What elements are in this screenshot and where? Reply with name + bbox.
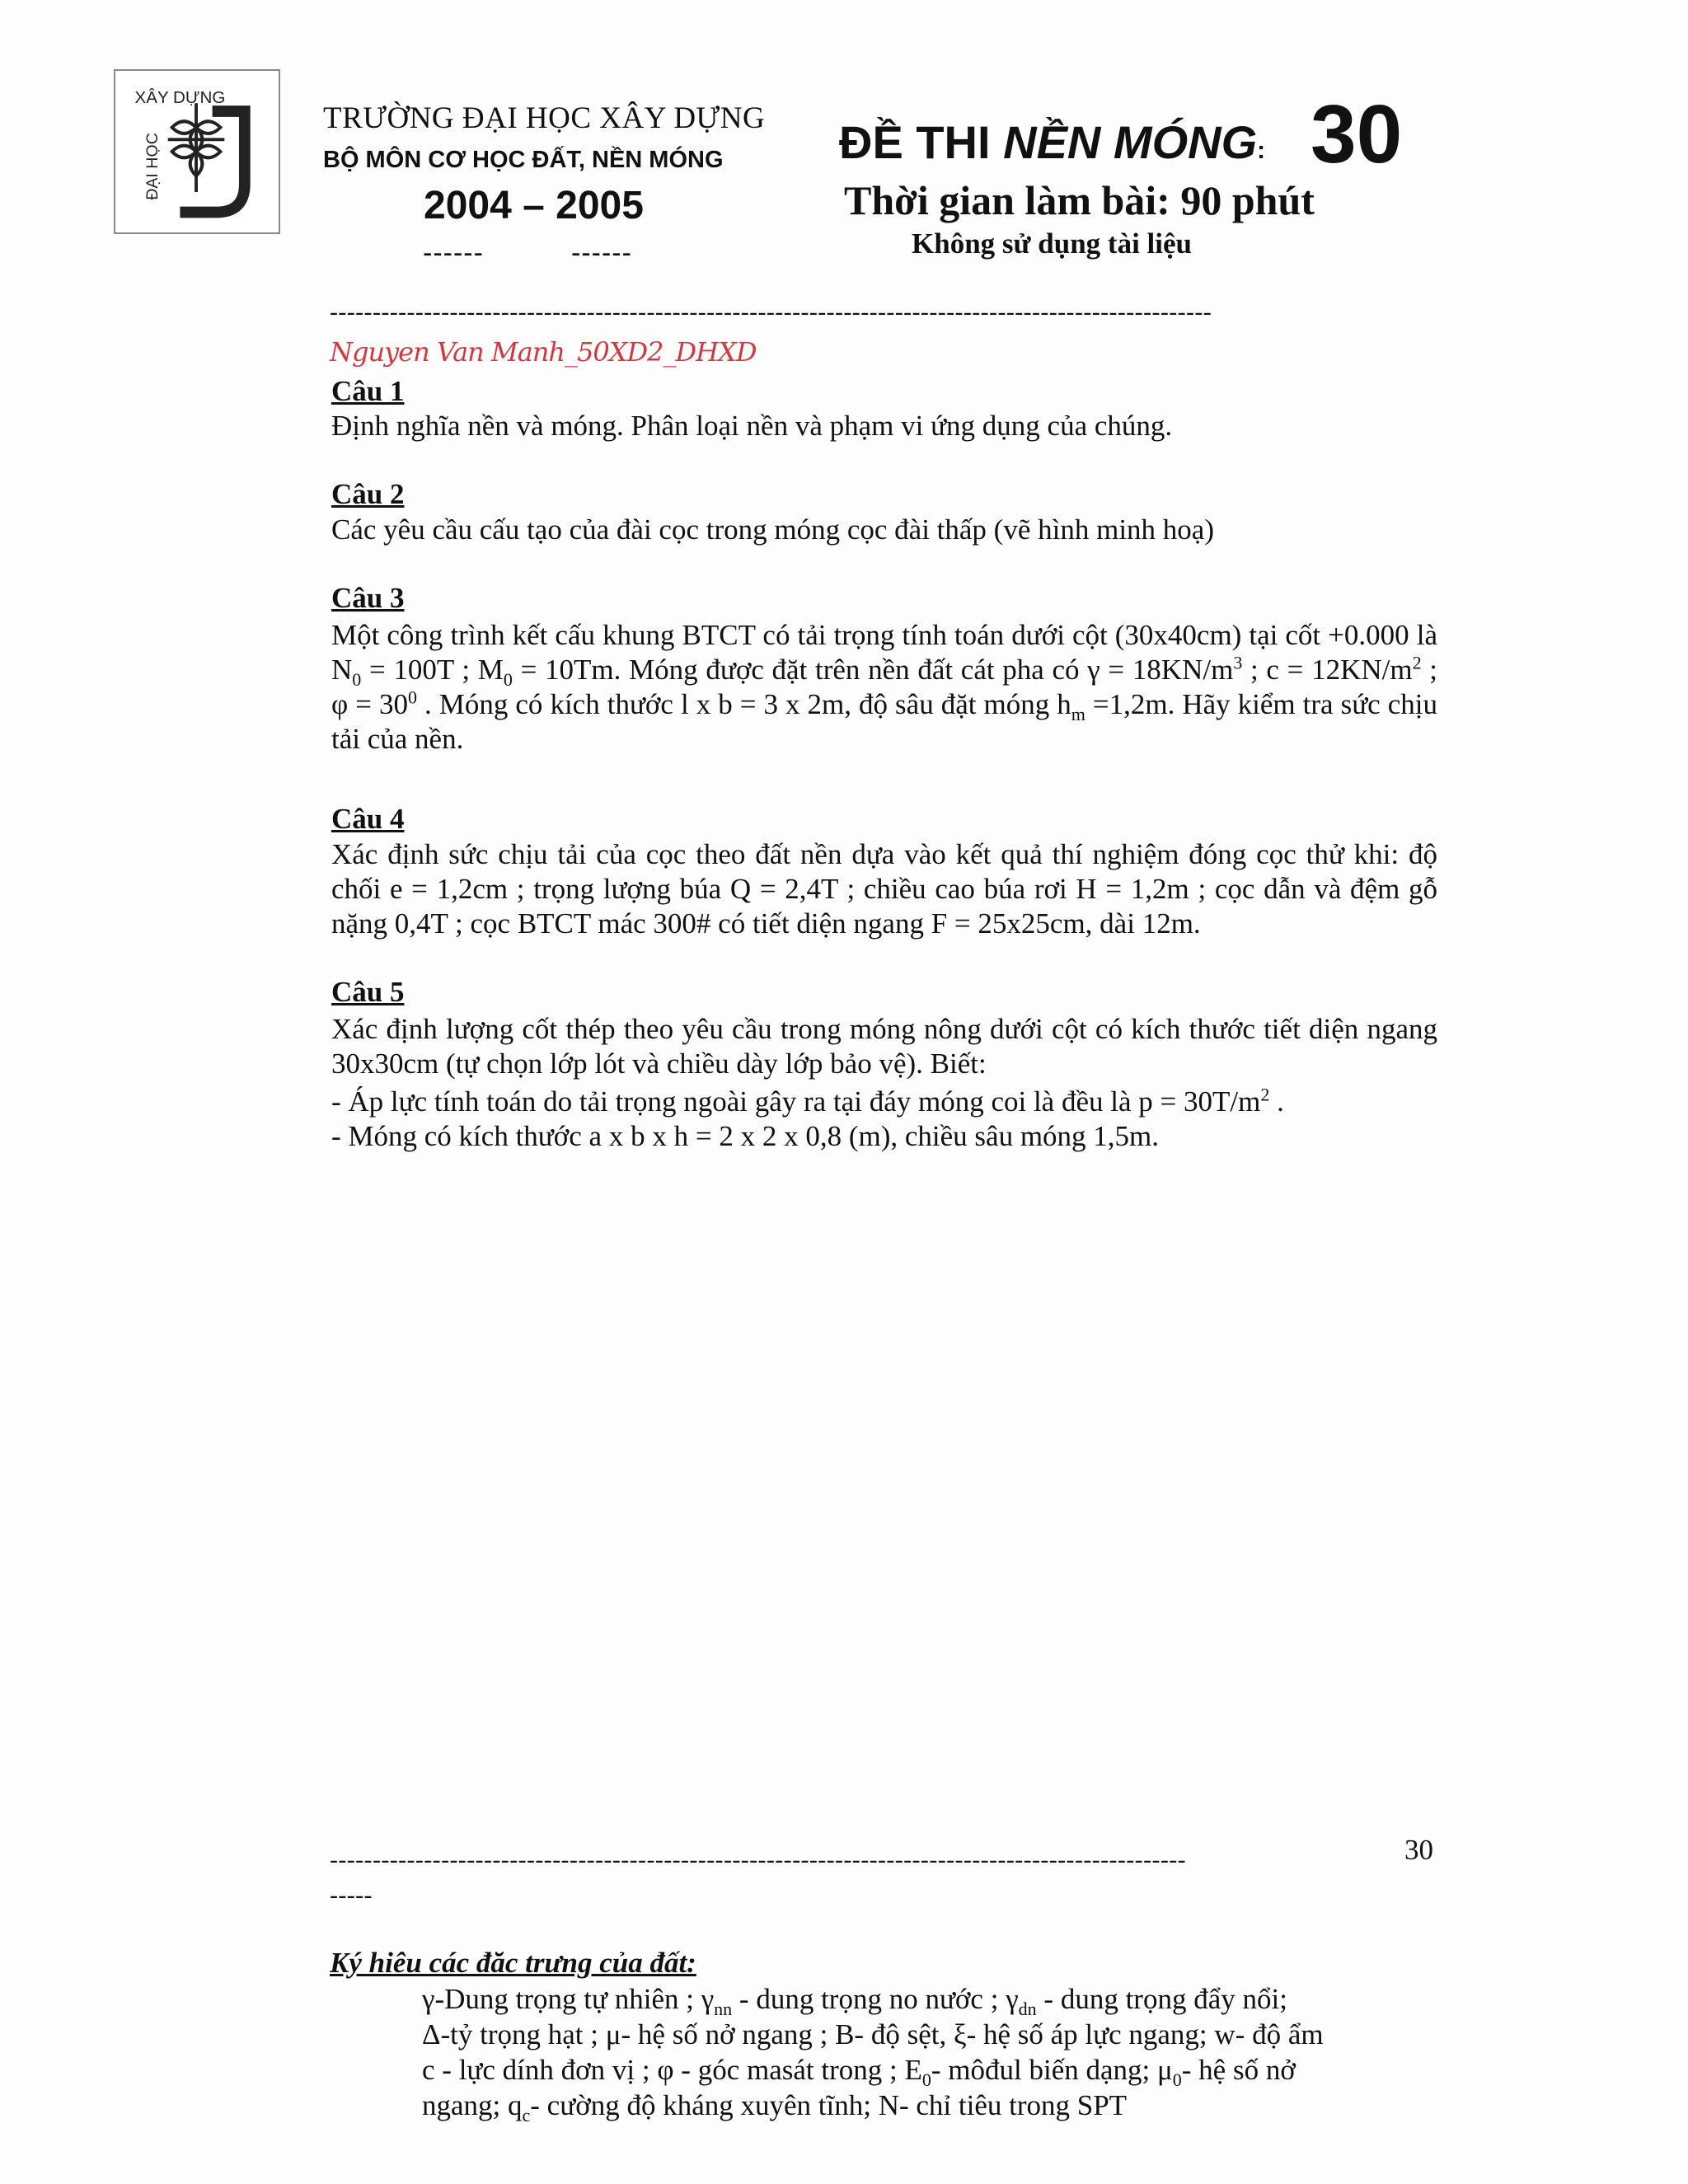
school-name: TRƯỜNG ĐẠI HỌC XÂY DỰNG bbox=[323, 101, 766, 135]
author-signature: Nguyen Van Manh_50XD2_DHXD bbox=[330, 336, 757, 368]
question-5-bullet-2: - Móng có kích thước a x b x h = 2 x 2 x 0,8 (m), chiều sâu móng 1,5m. bbox=[331, 1120, 1160, 1152]
question-5-title: Câu 5 bbox=[331, 976, 405, 1008]
exam-label: ĐỀ THI bbox=[839, 116, 991, 168]
legend-line-3: c - lực dính đơn vị ; φ - góc masát trong ; $E_0-$ môđul biến dạng; $\mu_0-$ hệ số nở bbox=[422, 2054, 1296, 2090]
exam-note: Không sử dụng tài liệu bbox=[912, 227, 1193, 260]
bottom-separator-tail: ----- bbox=[330, 1882, 373, 1909]
legend-line-1: γ-Dung trọng tự nhiên ; $\gamma_{nn}$ - dung trọng no nước ; $\gamma_{dn}$ - dung trọng đẩy nổi; bbox=[422, 1983, 1287, 2019]
question-1-title: Câu 1 bbox=[331, 375, 405, 407]
legend-line-4: ngang; $q_c-$ cường độ kháng xuyên tĩnh; N- chỉ tiêu trong SPT bbox=[422, 2089, 1128, 2125]
logo-emblem-icon bbox=[115, 71, 279, 232]
university-logo bbox=[114, 69, 280, 234]
bottom-separator: ---------------------------------------------------------------------------------------------------- bbox=[330, 1846, 1187, 1873]
question-2-text: Các yêu cầu cấu tạo của đài cọc trong móng cọc đài thấp (vẽ hình minh hoạ) bbox=[331, 513, 1214, 546]
question-4-text: Xác định sức chịu tải của cọc theo đất nền dựa vào kết quả thí nghiệm đóng cọc thử khi: độ chối e = 1,2cm ; trọng lượng búa Q = 2,4T ; chiều cao búa rơi H = 1,2m ; cọc dẫn và đệm gỗ nặng 0,4T ; cọc BTCT mác 300# có tiết diện ngang F = 25x25cm, dài 12m. bbox=[331, 838, 1437, 940]
exam-number: 30 bbox=[1311, 88, 1403, 180]
question-3-title: Câu 3 bbox=[331, 582, 405, 614]
top-separator: ------------------------------------------------------------------------------------------------------- bbox=[330, 298, 1212, 326]
question-3-text: Một công trình kết cấu khung BTCT có tải trọng tính toán dưới cột (30x40cm) tại cốt +0.000 là $N_0 = 100T$ ; $M_0 = 10Tm$. Móng được đặt trên nền đất cát pha có $\gamma = 18KN/m^3$ ; $c = 12KN/m^2$ ; $\varphi = 30^0$ . Móng có kích thước l x b = 3 x 2m, độ sâu đặt móng $h_m =1,2m$. Hãy kiểm tra sức chịu tải của nền. bbox=[331, 619, 1437, 755]
question-5-bullet-1: - Áp lực tính toán do tải trọng ngoài gây ra tại đáy móng coi là đều là $p = 30T/m^2$ . bbox=[331, 1084, 1284, 1118]
logo-text-side: ĐẠI HỌC bbox=[143, 133, 162, 200]
legend-text bbox=[422, 1981, 1444, 2123]
question-1-text: Định nghĩa nền và móng. Phân loại nền và phạm vi ứng dụng của chúng. bbox=[331, 410, 1173, 442]
exam-subject: NỀN MÓNG bbox=[1003, 116, 1258, 168]
academic-year: 2004 – 2005 bbox=[424, 184, 644, 227]
year-underline-left: ------ bbox=[423, 237, 484, 269]
exam-title bbox=[839, 115, 1265, 169]
year-underline-right: ------ bbox=[571, 237, 632, 269]
question-5-text: Xác định lượng cốt thép theo yêu cầu trong móng nông dưới cột có kích thước tiết diện ngang 30x30cm (tự chọn lớp lót và chiều dày lớp bảo vệ). Biết: bbox=[331, 1013, 1437, 1080]
legend-line-2: Δ-tỷ trọng hạt ; μ- hệ số nở ngang ; B- độ sệt, ξ- hệ số áp lực ngang; w- độ ẩm bbox=[422, 2018, 1324, 2050]
page-number: 30 bbox=[1404, 1834, 1433, 1866]
question-4-title: Câu 4 bbox=[331, 803, 405, 835]
exam-duration: Thời gian làm bài: 90 phút bbox=[844, 177, 1315, 223]
exam-colon: : bbox=[1257, 137, 1266, 164]
department-name: BỘ MÔN CƠ HỌC ĐẤT, NỀN MÓNG bbox=[323, 147, 724, 173]
logo-text-top: XÂY DỰNG bbox=[134, 88, 226, 108]
question-2-title: Câu 2 bbox=[331, 478, 405, 510]
legend-title: Ký hiêu các đăc trưng của đất: bbox=[330, 1947, 696, 1979]
